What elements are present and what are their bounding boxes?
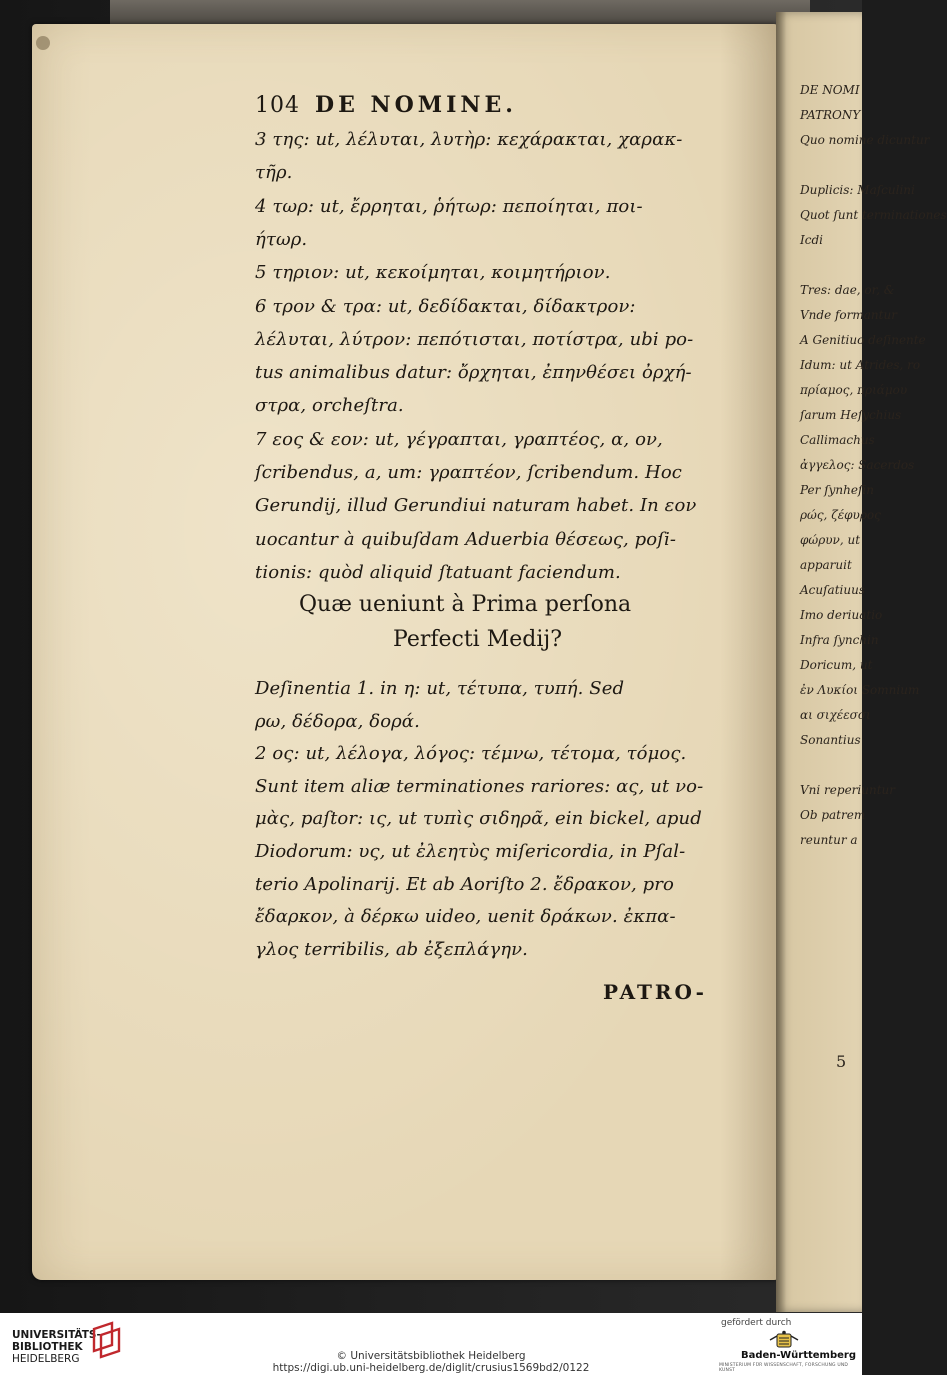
body-line: στρα, orcheſtra. xyxy=(255,395,404,417)
subheading-line-2: Perfecti Medij? xyxy=(393,627,562,652)
body-line: Gerundij, illud Gerundiui naturam habet. In εον xyxy=(255,495,697,517)
body-line: 3 της: ut, λέλυται, λυτὴρ: κεχάρακται, χαρακ- xyxy=(255,129,683,150)
body-line: ήτωρ. xyxy=(255,228,308,250)
logo-line-3: HEIDELBERG xyxy=(12,1353,80,1365)
body-line: λέλυται, λύτρον: πεπότισται, ποτίστρα, ubi po- xyxy=(255,328,694,350)
facing-page-line: ρώς, ζέφυρος xyxy=(800,508,881,522)
facing-page-line: Icdi xyxy=(800,233,823,247)
facing-page-line: Vnde formantur xyxy=(800,308,897,322)
logo-line-1: UNIVERSITÄTS- xyxy=(12,1329,101,1341)
catchword: PATRO- xyxy=(603,980,707,1004)
body2-line: Deſinentia 1. in η: ut, τέτυπα, τυπή. Sed xyxy=(255,678,625,699)
running-header xyxy=(255,92,517,118)
body-line: τῆρ. xyxy=(255,162,293,184)
facing-page-line: Idum: ut Atrides, ro xyxy=(800,358,921,372)
body-line: uocantur à quibuſdam Aduerbia θέσεως, poſi- xyxy=(255,528,677,550)
facing-page-line: ἀγγελος: Sacerdos xyxy=(800,458,915,472)
body2-line: Diodorum: υς, ut ἐλεητὺς miſericordia, in Pſal- xyxy=(255,841,686,862)
page-number: 104 xyxy=(255,93,300,118)
facing-page-line: Ob patrem xyxy=(800,808,866,822)
facing-page-line xyxy=(800,153,880,178)
facing-page-line: Per ſynheſin xyxy=(800,483,874,497)
copyright-text: © Universitätsbibliothek Heidelberg xyxy=(336,1350,526,1362)
facing-page-line: Callimachus xyxy=(800,433,875,447)
facing-page-line: πρίαμος, πριάμου xyxy=(800,383,908,397)
facing-page-text xyxy=(800,78,947,853)
funded-by-label: gefördert durch xyxy=(721,1318,792,1328)
body2-line: 2 ος: ut, λέλογα, λόγος: τέμνω, τέτομα, τόμος. xyxy=(255,743,687,765)
baden-wuerttemberg-crest-icon xyxy=(768,1330,800,1350)
body2-line: μὰς, paſtor: ις, ut τυπὶς σιδηρᾶ, ein bickel, apud xyxy=(255,808,702,830)
facing-page-line: αι σιχέεσσι xyxy=(800,708,871,722)
page-title: DE NOMINE. xyxy=(315,92,517,118)
body2-line: Sunt item aliæ terminationes rariores: ας, ut νο- xyxy=(255,775,704,797)
body-line: ſcribendus, a, um: γραπτέον, ſcribendum. Hoc xyxy=(255,462,682,483)
facing-page-line: Infra ſynchin xyxy=(800,633,879,647)
facing-page-line: Duplicis: Maſculini xyxy=(800,183,915,197)
body2-line: ἔδαρκον, à δέρκω uideo, uenit δράκων. ἐκπα- xyxy=(255,906,676,928)
facing-page-line: Tres: dae, or, & xyxy=(800,283,895,297)
facing-page-line: ἐν Λυκίοι Somnium xyxy=(800,683,920,697)
facing-page-line: φώρυν, ut xyxy=(800,533,861,547)
subheading-line-1: Quæ ueniunt à Prima perſona xyxy=(299,592,632,617)
facing-page-number: 5 xyxy=(836,1052,847,1071)
facing-page-line: Imo deriuatio xyxy=(800,608,883,622)
facing-page-line: A Genitiuo deſinente xyxy=(800,333,926,347)
facing-page-line: reuntur a xyxy=(800,833,858,847)
body-line: 6 τρον & τρα: ut, δεδίδακται, δίδακτρον: xyxy=(255,295,636,317)
facing-page-line: PATRONY xyxy=(800,108,861,122)
facing-page-line: Doricum, ut xyxy=(800,658,873,672)
facing-page-line: Vni reperiuntur xyxy=(800,783,895,797)
body2-line: γλος terribilis, ab ἐξεπλάγην. xyxy=(255,938,528,960)
permalink-url[interactable]: https://digi.ub.uni-heidelberg.de/diglit/crusius1569bd2/0122 xyxy=(272,1362,590,1374)
funder-name: Baden-Württemberg xyxy=(741,1350,857,1361)
facing-page xyxy=(776,12,947,1312)
body2-line: ρω, δέδορα, δορά. xyxy=(255,710,420,732)
logo-line-2: BIBLIOTHEK xyxy=(12,1341,83,1353)
body-line: 5 τηριον: ut, κεκοίμηται, κοιμητήριον. xyxy=(255,262,611,284)
body-line: 7 εος & εον: ut, γέγραπται, γραπτέος, α, ον, xyxy=(255,428,663,450)
facing-page-line: DE NOMI xyxy=(800,83,860,97)
body-line: 4 τωρ: ut, ἔρρηται, ῥήτωρ: πεποίηται, ποι- xyxy=(255,195,643,217)
facing-page-line: Sonantius xyxy=(800,733,861,747)
facing-page-line: Acuſatiuus xyxy=(800,583,865,597)
body2-line: terio Apolinarij. Et ab Aoriſto 2. ἔδρακον, pro xyxy=(255,873,674,895)
body-line: tionis: quòd aliquid ſtatuant faciendum. xyxy=(255,561,621,583)
facing-page-line: ſarum Heſychius xyxy=(800,408,902,422)
facing-page-line xyxy=(800,753,880,778)
facing-page-line: apparuit xyxy=(800,558,852,572)
page-stain xyxy=(36,36,50,50)
binding-edge xyxy=(110,0,810,24)
body-line: tus animalibus datur: ὄρχηται, ἐπηνθέσει ὀρχή- xyxy=(255,362,692,384)
funder-subtitle: MINISTERIUM FÜR WISSENSCHAFT, FORSCHUNG UND KUNST xyxy=(719,1363,849,1373)
facing-page-line: Quot ſunt terminationes xyxy=(800,208,947,222)
facing-page-line: Quo nomine dicuntur xyxy=(800,133,930,147)
facing-page-line xyxy=(800,253,880,278)
footer-bar xyxy=(0,1313,862,1375)
